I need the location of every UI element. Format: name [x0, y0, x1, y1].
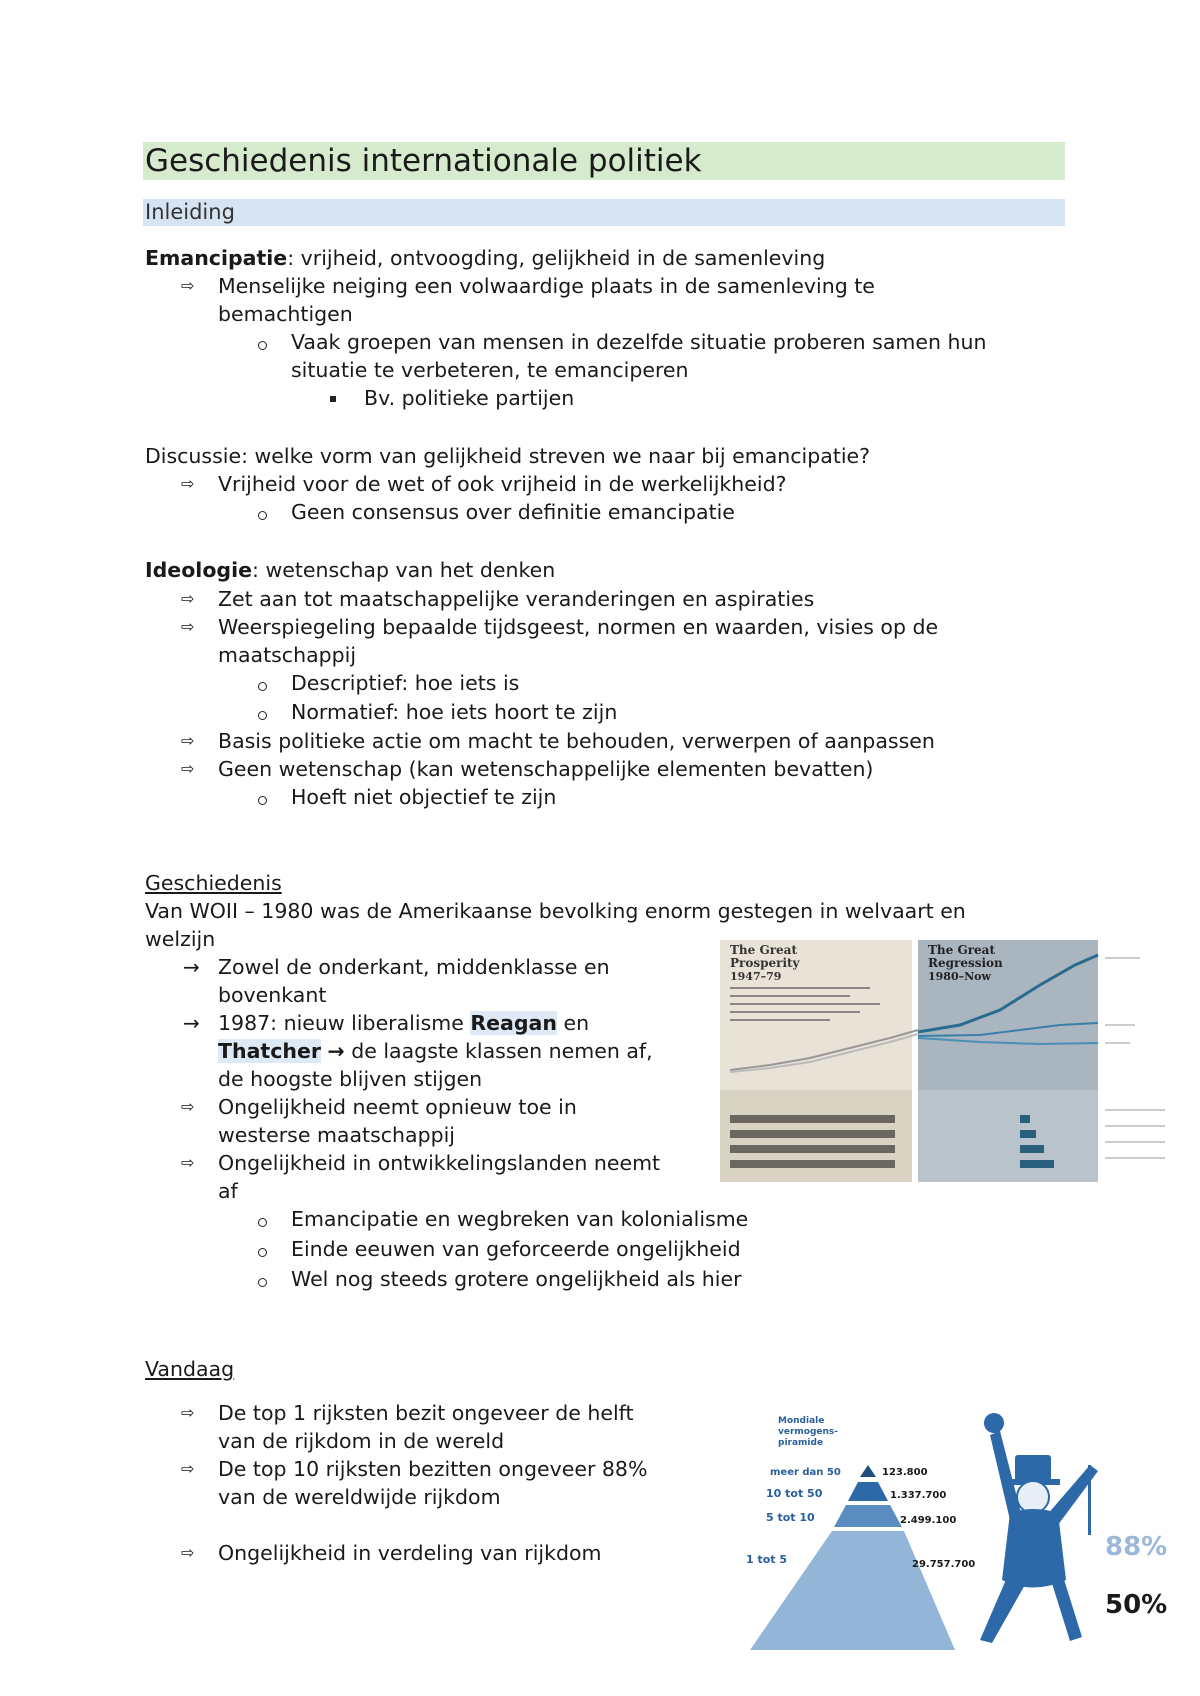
arrow-bullet-icon: ⇨	[181, 1459, 195, 1478]
reagan-highlight: Reagan	[470, 1011, 557, 1035]
geschiedenis-point-1: Ongelijkheid neemt opnieuw toe in	[218, 1095, 577, 1119]
arrow-bullet-icon: ⇨	[181, 276, 195, 295]
emancipatie-point-1-cont: bemachtigen	[218, 302, 353, 326]
tier-3-label: 5 tot 10	[766, 1511, 815, 1524]
circle-bullet-icon	[258, 1278, 267, 1287]
ideologie-point-1: Zet aan tot maatschappelijke veranderingen en aspiraties	[218, 587, 815, 611]
discussie-question: Discussie: welke vorm van gelijkheid streven we naar bij emancipatie?	[145, 444, 871, 468]
emancipatie-sub-1: Vaak groepen van mensen in dezelfde situatie proberen samen hun	[291, 330, 987, 354]
pyramid-title-1: Mondiale	[778, 1416, 825, 1426]
circle-bullet-icon	[258, 1248, 267, 1257]
vandaag-point-2: De top 10 rijksten bezitten ongeveer 88%	[218, 1457, 648, 1481]
arrow-bullet-icon: ⇨	[181, 1153, 195, 1172]
arrow-bullet-icon: ⇨	[181, 474, 195, 493]
ideologie-point-3: Basis politieke actie om macht te behouden, verwerpen of aanpassen	[218, 729, 935, 753]
circle-bullet-icon	[258, 711, 267, 720]
pct-88-label: 88%	[1105, 1532, 1168, 1562]
emancipatie-sub-sub-1: Bv. politieke partijen	[364, 386, 575, 410]
circle-bullet-icon	[258, 1218, 267, 1227]
ideologie-point-4: Geen wetenschap (kan wetenschappelijke elementen bevatten)	[218, 757, 874, 781]
geschiedenis-arrow-1-cont: bovenkant	[218, 983, 327, 1007]
vandaag-point-3: Ongelijkheid in verdeling van rijkdom	[218, 1541, 602, 1565]
ideologie-point-2-cont: maatschappij	[218, 643, 357, 667]
tier-1-label: meer dan 50	[770, 1467, 841, 1478]
monopoly-man-illustration	[980, 1413, 1098, 1643]
pyramid-tier-1	[860, 1465, 876, 1477]
prosperity-regression-image	[720, 940, 1175, 1182]
geschiedenis-intro: Van WOII – 1980 was de Amerikaanse bevolking enorm gestegen in welvaart en	[145, 899, 966, 923]
left-panel-title-1: The Great	[730, 943, 797, 957]
arrow-bullet-icon: ⇨	[181, 617, 195, 636]
ideologie-definition: Ideologie: wetenschap van het denken	[145, 558, 556, 582]
discussie-point-1: Vrijheid voor de wet of ook vrijheid in de werkelijkheid?	[218, 472, 787, 496]
geschiedenis-point-1-cont: westerse maatschappij	[218, 1123, 456, 1147]
tier-4-value: 29.757.700	[912, 1559, 976, 1570]
geschiedenis-arrow-2-cont: Thatcher → de laagste klassen nemen af,	[218, 1039, 653, 1063]
right-panel-title-2: Regression	[928, 956, 1003, 970]
ideologie-sub-2: Normatief: hoe iets hoort te zijn	[291, 700, 618, 724]
ideologie-sub-1: Descriptief: hoe iets is	[291, 671, 520, 695]
geschiedenis-sub-3: Wel nog steeds grotere ongelijkheid als hier	[291, 1267, 742, 1291]
circle-bullet-icon	[258, 341, 267, 350]
circle-bullet-icon	[258, 796, 267, 805]
ideologie-point-2: Weerspiegeling bepaalde tijdsgeest, normen en waarden, visies op de	[218, 615, 939, 639]
circle-bullet-icon	[258, 511, 267, 520]
tier-1-value: 123.800	[882, 1467, 928, 1478]
tier-4-label: 1 tot 5	[746, 1553, 788, 1566]
emancipatie-definition: Emancipatie: vrijheid, ontvoogding, gelijkheid in de samenleving	[145, 246, 826, 270]
vandaag-point-1-cont: van de rijkdom in de wereld	[218, 1429, 505, 1453]
discussie-sub-1: Geen consensus over definitie emancipatie	[291, 500, 735, 524]
vandaag-heading: Vandaag	[145, 1357, 235, 1381]
page-title: Geschiedenis internationale politiek	[143, 142, 1065, 180]
ideologie-sub-3: Hoeft niet objectief te zijn	[291, 785, 557, 809]
arrow-bullet-icon: ⇨	[181, 731, 195, 750]
geschiedenis-point-2-cont: af	[218, 1179, 238, 1203]
section-subtitle: Inleiding	[143, 199, 1065, 226]
pyramid-tier-3	[834, 1505, 902, 1527]
arrow-bullet-icon: ⇨	[181, 1543, 195, 1562]
vandaag-point-1: De top 1 rijksten bezit ongeveer de helft	[218, 1401, 634, 1425]
emancipatie-point-1: Menselijke neiging een volwaardige plaats in de samenleving te	[218, 274, 875, 298]
tier-3-value: 2.499.100	[900, 1515, 957, 1526]
left-panel-title-2: Prosperity	[730, 956, 800, 970]
circle-bullet-icon	[258, 682, 267, 691]
geschiedenis-arrow-2-cont2: de hoogste blijven stijgen	[218, 1067, 483, 1091]
geschiedenis-intro-cont: welzijn	[145, 927, 216, 951]
emancipatie-sub-1-cont: situatie te verbeteren, te emanciperen	[291, 358, 689, 382]
pyramid-tier-2	[848, 1482, 888, 1501]
right-arrow-icon: →	[183, 955, 200, 979]
arrow-bullet-icon: ⇨	[181, 589, 195, 608]
vandaag-point-2-cont: van de wereldwijde rijkdom	[218, 1485, 501, 1509]
arrow-bullet-icon: ⇨	[181, 1097, 195, 1116]
pct-50-label: 50%	[1105, 1590, 1168, 1620]
geschiedenis-sub-1: Emancipatie en wegbreken van kolonialisme	[291, 1207, 749, 1231]
geschiedenis-arrow-1: Zowel de onderkant, middenklasse en	[218, 955, 610, 979]
arrow-bullet-icon: ⇨	[181, 1403, 195, 1422]
left-panel-years: 1947–79	[730, 970, 782, 983]
pyramid-title-2: vermogens-	[778, 1427, 839, 1437]
geschiedenis-arrow-2: 1987: nieuw liberalisme Reagan en	[218, 1011, 590, 1035]
tier-2-value: 1.337.700	[890, 1490, 947, 1501]
square-bullet-icon	[330, 396, 336, 402]
geschiedenis-point-2: Ongelijkheid in ontwikkelingslanden neemt	[218, 1151, 661, 1175]
right-panel-title-1: The Great	[928, 943, 995, 957]
right-panel-years: 1980–Now	[928, 970, 991, 983]
pyramid-tier-4	[750, 1531, 955, 1650]
right-arrow-icon: →	[327, 1039, 345, 1063]
tier-2-label: 10 tot 50	[766, 1487, 823, 1500]
thatcher-highlight: Thatcher	[218, 1039, 321, 1063]
right-arrow-icon: →	[183, 1011, 200, 1035]
arrow-bullet-icon: ⇨	[181, 759, 195, 778]
geschiedenis-heading: Geschiedenis	[145, 871, 282, 895]
wealth-pyramid-image	[740, 1405, 1180, 1650]
geschiedenis-sub-2: Einde eeuwen van geforceerde ongelijkheid	[291, 1237, 741, 1261]
pyramid-title-3: piramide	[778, 1438, 824, 1448]
